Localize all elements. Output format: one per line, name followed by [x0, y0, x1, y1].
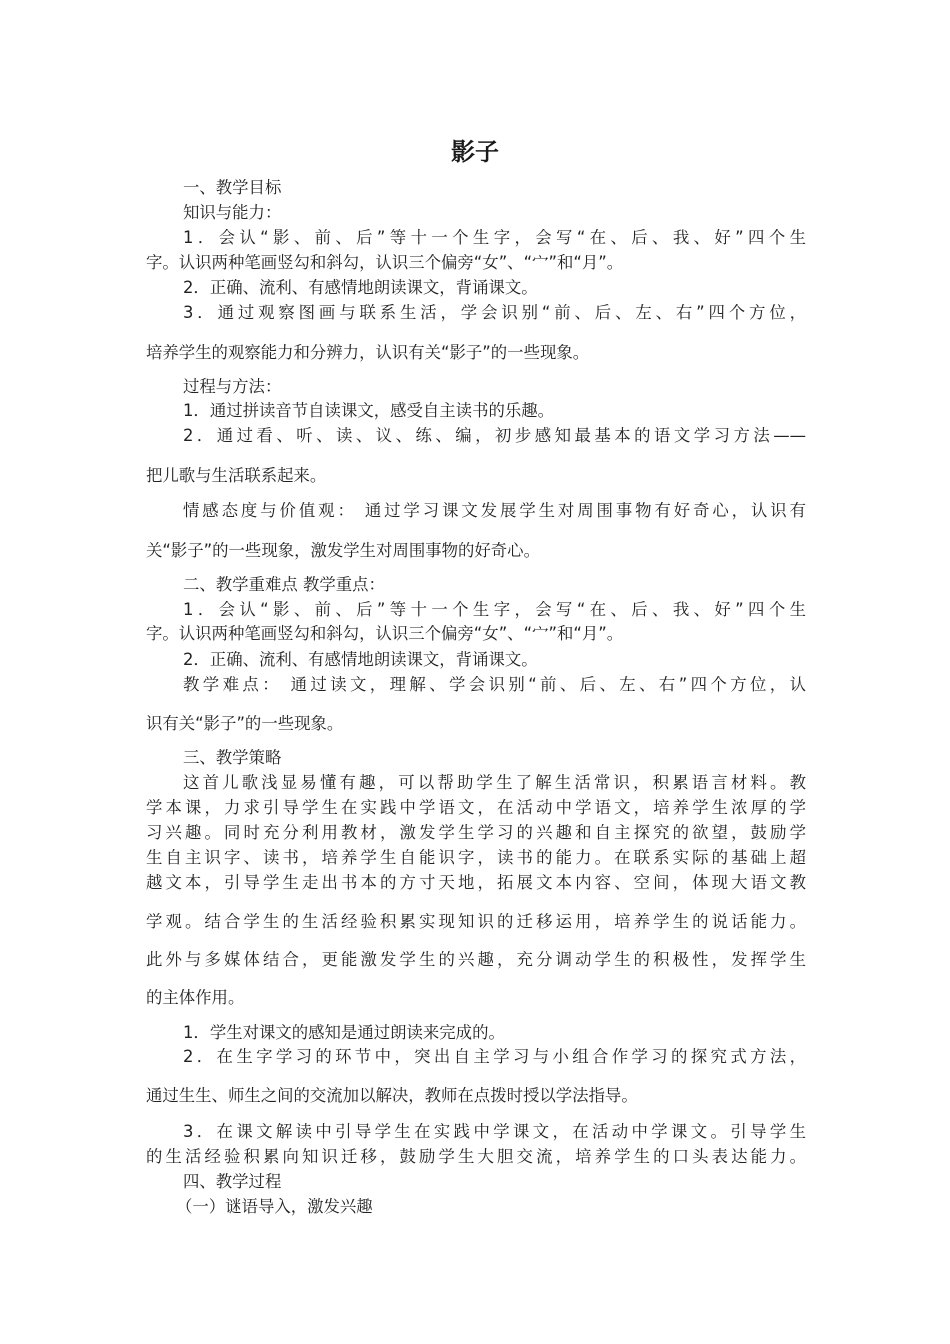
section-heading-key-points: 二、教学重难点 教学重点：: [183, 575, 385, 594]
document-title: 影子: [451, 138, 499, 166]
paragraph-line: 2．正确、流利、有感情地朗读课文，背诵课文。: [183, 278, 538, 297]
paragraph-line: 通过生生、师生之间的交流加以解决，教师在点拨时授以学法指导。: [146, 1086, 638, 1105]
paragraph-line: 识有关“影子”的一些现象。: [146, 714, 344, 733]
paragraph-line: 学观。结合学生的生活经验积累实现知识的迁移运用，培养学生的说话能力。: [146, 912, 806, 931]
paragraph-line: 的主体作用。: [146, 988, 245, 1007]
paragraph-line: 的生活经验积累向知识迁移，鼓励学生大胆交流，培养学生的口头表达能力。: [146, 1147, 806, 1166]
paragraph-line: 3．在课文解读中引导学生在实践中学课文，在活动中学课文。引导学生: [183, 1122, 806, 1141]
paragraph-line: 3．通过观察图画与联系生活，学会识别“前、后、左、右”四个方位，: [183, 303, 806, 322]
paragraph-line: 此外与多媒体结合，更能激发学生的兴趣，充分调动学生的积极性，发挥学生: [146, 950, 806, 969]
paragraph-line: 生自主识字、读书，培养学生自能识字，读书的能力。在联系实际的基础上超: [146, 848, 806, 867]
paragraph-line: 字。认识两种笔画竖勾和斜勾，认识三个偏旁“女”、“宀”和“月”。: [146, 624, 624, 643]
paragraph-line: 1．通过拼读音节自读课文，感受自主读书的乐趣。: [183, 401, 555, 420]
paragraph-line: 学本课，力求引导学生在实践中学语文，在活动中学语文，培养学生浓厚的学: [146, 798, 806, 817]
paragraph-line: 1．会认“影、前、后”等十一个生字，会写“在、后、我、好”四个生: [183, 600, 806, 619]
paragraph-line: 教学难点： 通过读文，理解、学会识别“前、后、左、右”四个方位，认: [183, 675, 806, 694]
subheading-process: 过程与方法：: [183, 377, 282, 396]
paragraph-line: 2．在生字学习的环节中，突出自主学习与小组合作学习的探究式方法，: [183, 1047, 806, 1066]
paragraph-line: 把儿歌与生活联系起来。: [146, 466, 327, 485]
subheading-knowledge: 知识与能力：: [183, 203, 282, 222]
paragraph-line: 越文本，引导学生走出书本的方寸天地，拓展文本内容、空间，体现大语文教: [146, 873, 806, 892]
paragraph-line: 这首儿歌浅显易懂有趣，可以帮助学生了解生活常识，积累语言材料。教: [183, 773, 806, 792]
paragraph-line: 习兴趣。同时充分利用教材，激发学生学习的兴趣和自主探究的欲望，鼓励学: [146, 823, 806, 842]
paragraph-line: 字。认识两种笔画竖勾和斜勾，认识三个偏旁“女”、“宀”和“月”。: [146, 253, 624, 272]
paragraph-line: 1．学生对课文的感知是通过朗读来完成的。: [183, 1023, 505, 1042]
paragraph-line: 关“影子”的一些现象，激发学生对周围事物的好奇心。: [146, 541, 540, 560]
section-heading-objectives: 一、教学目标: [183, 178, 282, 197]
paragraph-line: 2．通过看、听、读、议、练、编，初步感知最基本的语文学习方法——: [183, 426, 806, 445]
paragraph-line: 情感态度与价值观： 通过学习课文发展学生对周围事物有好奇心，认识有: [183, 501, 806, 520]
paragraph-line: 1．会认“影、前、后”等十一个生字，会写“在、后、我、好”四个生: [183, 228, 806, 247]
section-heading-strategy: 三、教学策略: [183, 748, 282, 767]
subsection-heading-riddle: （一）谜语导入，激发兴趣: [176, 1197, 373, 1216]
section-heading-process: 四、教学过程: [183, 1172, 282, 1191]
paragraph-line: 2．正确、流利、有感情地朗读课文，背诵课文。: [183, 650, 538, 669]
paragraph-line: 培养学生的观察能力和分辨力，认识有关“影子”的一些现象。: [146, 343, 590, 362]
